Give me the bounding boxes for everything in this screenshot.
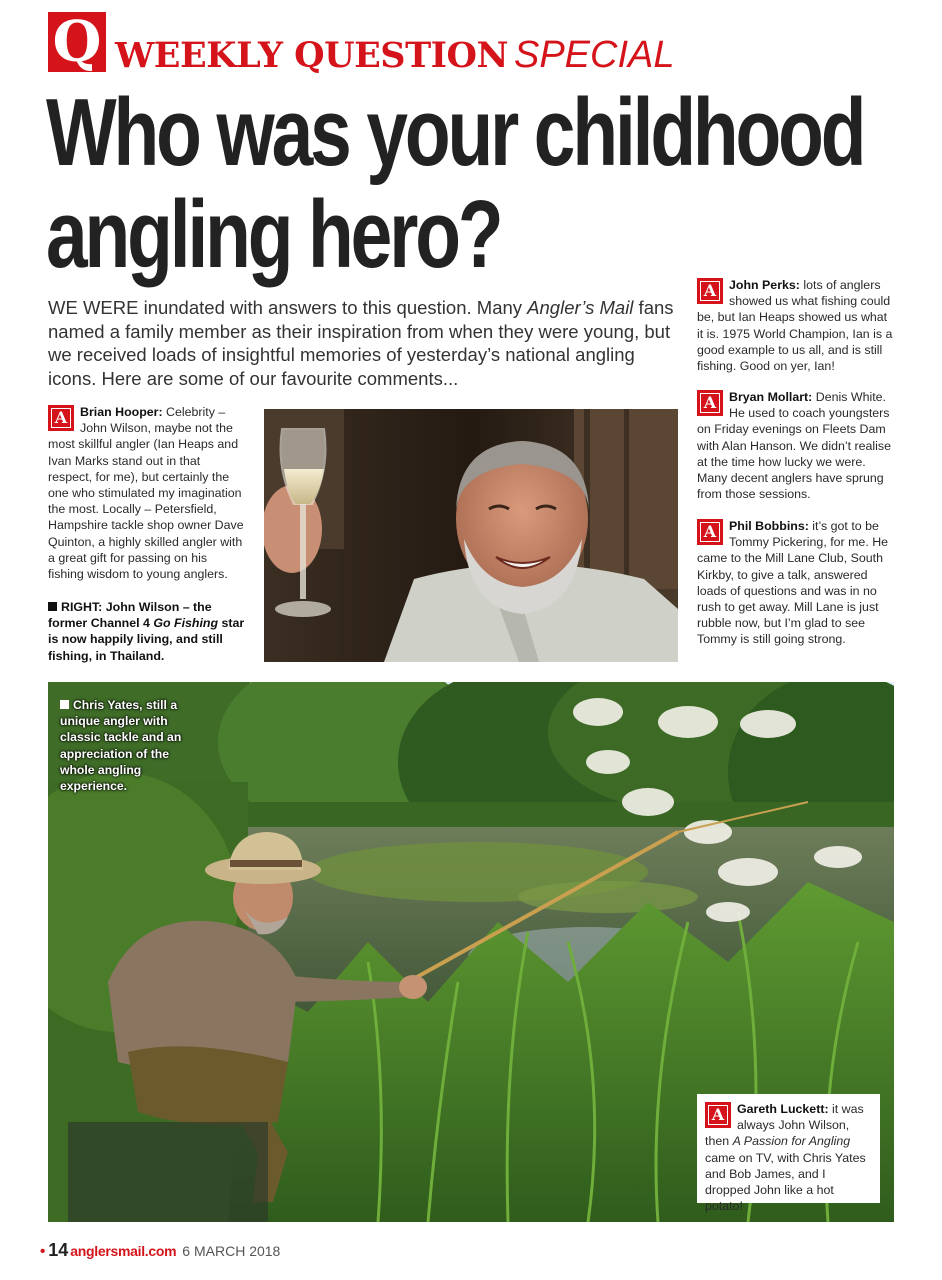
answer-icon-letter: A xyxy=(700,522,720,542)
comment-author: Bryan Mollart: xyxy=(729,390,813,404)
answer-icon-letter: A xyxy=(708,1105,728,1125)
comment-bryan-mollart xyxy=(697,389,894,502)
caption-square-icon xyxy=(48,602,57,611)
page-footer xyxy=(40,1240,280,1262)
comment-text-end: came on TV, with Chris Yates and Bob James, and I dropped John like a hot potato! xyxy=(705,1150,866,1214)
caption-text: Chris Yates, still a unique angler with classic tackle and an appreciation of the whole angling experience. xyxy=(60,698,182,794)
intro-magazine-name: Angler’s Mail xyxy=(527,297,634,318)
caption-show-name: Go Fishing xyxy=(153,616,219,631)
intro-paragraph xyxy=(48,296,688,390)
footer-website: anglersmail.com xyxy=(70,1243,177,1259)
comment-text: lots of anglers showed us what fishing could be, but Ian Heaps showed us what it is. 1975 World Champion, Ian is a good example to us all, and is still fishing. Good on yer, Ian! xyxy=(697,278,893,374)
weekly-question-logo xyxy=(48,9,106,75)
page-number: 14 xyxy=(48,1240,69,1260)
intro-text-start: WE WERE inundated with answers to this question. Many xyxy=(48,297,528,318)
comment-author: Phil Bobbins: xyxy=(729,519,809,533)
section-kicker xyxy=(115,34,675,76)
answer-icon-letter: A xyxy=(700,393,720,413)
footer-date: 6 MARCH 2018 xyxy=(182,1243,281,1259)
comment-author: Gareth Luckett: xyxy=(737,1102,829,1116)
photo-john-wilson-graphic xyxy=(264,409,678,662)
caption-square-icon xyxy=(60,700,69,709)
comment-show-name: A Passion for Angling xyxy=(732,1134,851,1149)
headline-line-1: Who was your childhood xyxy=(46,79,864,186)
comment-text-start: it was always John Wilson, then xyxy=(705,1102,864,1149)
comment-brian-hooper xyxy=(48,404,244,582)
answer-icon xyxy=(697,278,723,304)
caption-text-end: star is now happily living, and still fishing, in Thailand. xyxy=(48,616,245,663)
answer-icon-letter: A xyxy=(51,408,71,428)
comment-text: Denis White. He used to coach youngsters on Friday evenings on Fleets Dam with Alan Hanson. We didn’t realise at the time how lucky we were. Many decent anglers have sprung from those sessions. xyxy=(697,390,891,502)
caption-chris-yates xyxy=(60,697,190,794)
kicker-main: WEEKLY QUESTION xyxy=(115,35,508,76)
comment-john-perks xyxy=(697,277,894,374)
answer-icon xyxy=(705,1102,731,1128)
comment-author: Brian Hooper: xyxy=(80,405,163,419)
caption-text-start: RIGHT: John Wilson – the former Channel 4 xyxy=(48,600,212,631)
answer-icon-letter: A xyxy=(700,281,720,301)
headline-line-2: angling hero? xyxy=(46,181,501,288)
comment-gareth-luckett xyxy=(705,1101,872,1214)
comment-author: John Perks: xyxy=(729,278,800,292)
logo-letter: Q xyxy=(52,9,102,75)
caption-john-wilson xyxy=(48,599,248,664)
answer-icon xyxy=(697,519,723,545)
photo-john-wilson xyxy=(264,409,678,662)
footer-bullet: • xyxy=(40,1243,46,1260)
kicker-special: SPECIAL xyxy=(513,34,675,76)
comment-phil-bobbins xyxy=(697,518,894,648)
comment-text: Celebrity – John Wilson, maybe not the most skillful angler (Ian Heaps and Ivan Marks stand out in that respect, for me), but certainly the one who stimulated my imagination the most. Locally – Petersfield, Hampshire tackle shop owner Dave Quinton, a highly skilled angler with a great gift for passing on his fishing wisdom to young anglers. xyxy=(48,405,244,582)
answer-icon xyxy=(697,390,723,416)
answer-icon xyxy=(48,405,74,431)
comment-box-gareth-luckett xyxy=(697,1094,880,1214)
intro-text-end: fans named a family member as their inspiration from when they were young, but we received loads of insightful memories of yesterday’s national angling icons. Here are some of our favourite comments... xyxy=(48,297,674,389)
comment-text: it’s got to be Tommy Pickering, for me. He came to the Mill Lane Club, South Kirkby, to give a talk, answered loads of questions and was in no rush to get away. Mill Lane is just rubble now, but I’m glad to see Tommy is still going strong. xyxy=(697,519,889,647)
